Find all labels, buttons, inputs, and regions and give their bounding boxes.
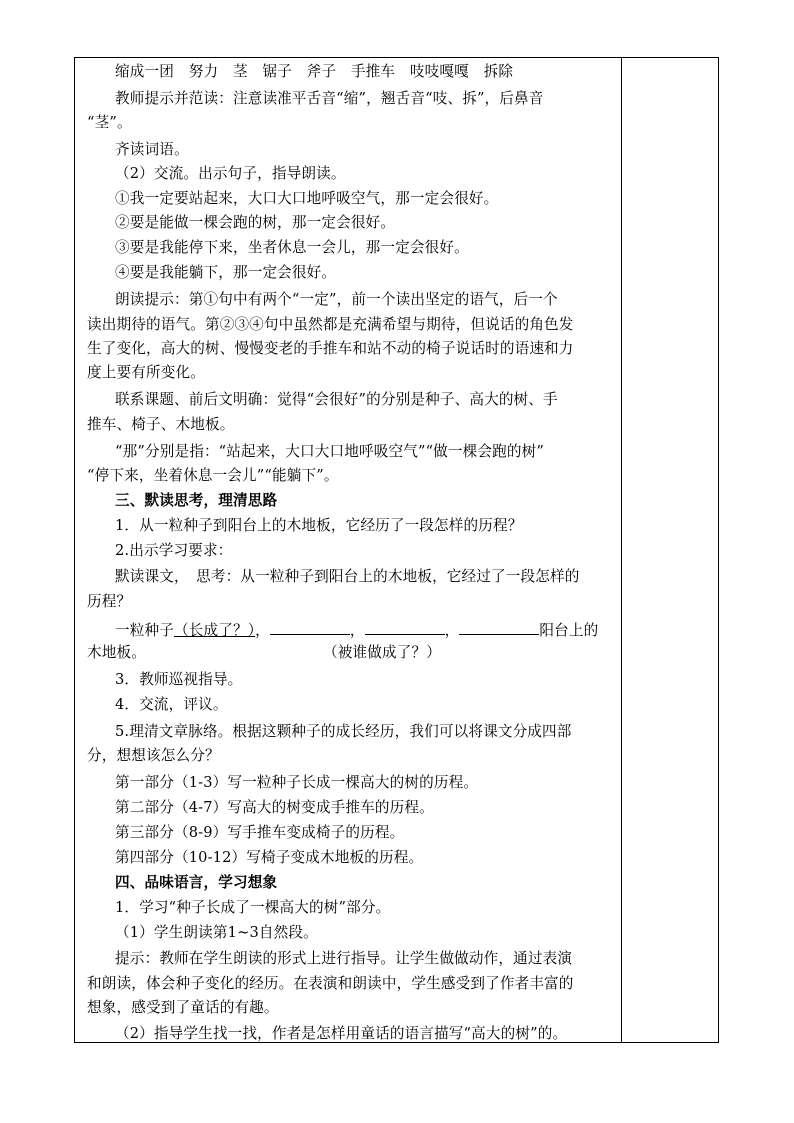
blank-hint: （被谁做成了？） (323, 644, 441, 661)
text-line: “那”分别是指：“站起来，大口大口地呼吸空气”“做一棵会跑的树” (115, 443, 545, 460)
text-line: 木地板。 (87, 644, 146, 661)
text-line: “茎”。 (87, 114, 132, 131)
text-line: 教师提示并范读：注意读准平舌音“缩”，翘舌音“吱、拆”，后鼻音 (115, 90, 544, 107)
section-heading: 四、品味语言，学习想象 (115, 874, 278, 891)
text-line: 齐读词语。 (115, 141, 189, 158)
text-line: 联系课题、前后文明确：觉得“会很好”的分别是种子、高大的树、手 (115, 391, 558, 408)
text-line: 提示：教师在学生朗读的形式上进行指导。让学生做做动作，通过表演 (115, 950, 573, 967)
text-line: ①我一定要站起来，大口大口地呼吸空气，那一定会很好。 (115, 190, 499, 207)
blank (365, 618, 445, 635)
text-line: 1．学习“种子长成了一棵高大的树”部分。 (115, 899, 391, 916)
text-line: 朗读提示：第①句中有两个“一定”，前一个读出坚定的语气，后一个 (115, 291, 558, 308)
section-heading: 三、默读思考，理清思路 (115, 492, 278, 509)
blank-hint: （长成了？） (173, 622, 256, 639)
text-line: 1．从一粒种子到阳台上的木地板，它经历了一段怎样的历程？ (115, 517, 523, 534)
vocab-line: 缩成一团 努力 茎 锯子 斧子 手推车 吱吱嘎嘎 拆除 (115, 63, 514, 80)
text-line: （1）学生朗读第1~3自然段。 (115, 924, 318, 941)
text-line: 2.出示学习要求： (115, 542, 233, 559)
text-line: 5.理清文章脉络。根据这颗种子的成长经历，我们可以将课文分成四部 (115, 723, 572, 740)
blank (459, 618, 539, 635)
text-line: 和朗读，体会种子变化的经历。在表演和朗读中，学生感受到了作者丰富的 (87, 975, 574, 992)
text-line: 3．教师巡视指导。 (115, 671, 243, 688)
text-line: 想象，感受到了童话的有趣。 (87, 999, 279, 1016)
text-line: 生了变化，高大的树、慢慢变老的手推车和站不动的椅子说话时的语速和力 (87, 340, 574, 357)
text-line: ④要是我能躺下，那一定会很好。 (115, 264, 337, 281)
blank (270, 618, 350, 635)
text-line: 第三部分（8-9）写手推车变成椅子的历程。 (115, 824, 405, 841)
text-line: 默读课文， 思考：从一粒种子到阳台上的木地板，它经过了一段怎样的 (115, 568, 580, 585)
text-line: 第四部分（10-12）写椅子变成木地板的历程。 (115, 849, 424, 866)
text-line: 第一部分（1-3）写一粒种子长成一棵高大的树的历程。 (115, 774, 479, 791)
text-line: 分，想想该怎么分？ (87, 747, 220, 764)
text-line: 推车、椅子、木地板。 (87, 416, 235, 433)
text-line: 历程？ (87, 593, 132, 610)
text-line: （2）指导学生找一找，作者是怎样用童话的语言描写“高大的树”的。 (115, 1025, 568, 1042)
column-divider (621, 58, 622, 1042)
text-line: 第二部分（4-7）写高大的树变成手推车的历程。 (115, 799, 434, 816)
text-line: （2）交流。出示句子，指导朗读。 (115, 165, 346, 182)
text-line: “停下来，坐着休息一会儿”“能躺下”。 (87, 467, 339, 484)
text-line: 度上要有所变化。 (87, 364, 205, 381)
text-line: ③要是我能停下来，坐者休息一会儿，那一定会很好。 (115, 239, 469, 256)
text-line: 读出期待的语气。第②③④句中虽然都是充满希望与期待，但说话的角色发 (87, 316, 574, 333)
lesson-plan-table (74, 57, 719, 1043)
text-line: ②要是能做一棵会跑的树，那一定会很好。 (115, 214, 396, 231)
fill-in-line: 一粒种子（长成了？）， ， ， 阳台上的 (115, 618, 598, 641)
text-line: 4．交流，评议。 (115, 696, 228, 713)
